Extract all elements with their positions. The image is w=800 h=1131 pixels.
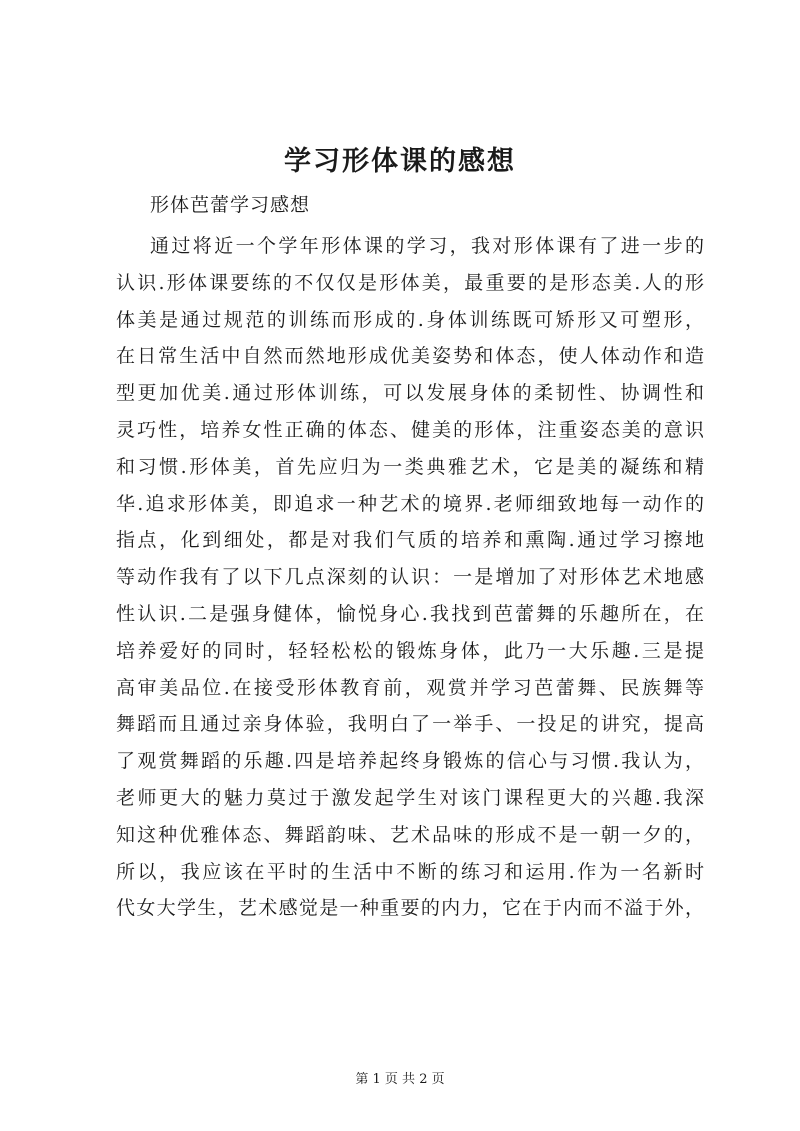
text-line: 舞蹈而且通过亲身体验，我明白了一举手、一投足的讲究，提高: [116, 713, 704, 736]
text-line: 培养爱好的同时，轻轻松松的锻炼身体，此乃一大乐趣.三是提: [116, 639, 704, 662]
text-line: 等动作我有了以下几点深刻的认识：一是增加了对形体艺术地感: [116, 566, 704, 589]
text-line: 华.追求形体美，即追求一种艺术的境界.老师细致地每一动作的: [116, 492, 704, 515]
text-line: 老师更大的魅力莫过于激发起学生对该门课程更大的兴趣.我深: [116, 786, 704, 809]
text-line: 灵巧性，培养女性正确的体态、健美的形体，注重姿态美的意识: [116, 418, 704, 441]
text-line: 所以，我应该在平时的生活中不断的练习和运用.作为一名新时: [116, 860, 704, 883]
text-line: 性认识.二是强身健体，愉悦身心.我找到芭蕾舞的乐趣所在，在: [116, 602, 704, 625]
text-line: 认识.形体课要练的不仅仅是形体美，最重要的是形态美.人的形: [116, 271, 704, 294]
text-line: 了观赏舞蹈的乐趣.四是培养起终身锻炼的信心与习惯.我认为，: [116, 750, 704, 773]
subtitle: 形体芭蕾学习感想: [150, 194, 311, 216]
text-line: 在日常生活中自然而然地形成优美姿势和体态，使人体动作和造: [116, 345, 704, 368]
text-line: 和习惯.形体美，首先应归为一类典雅艺术，它是美的凝练和精: [116, 455, 704, 478]
text-line: 知这种优雅体态、舞蹈韵味、艺术品味的形成不是一朝一夕的，: [116, 823, 704, 846]
text-line: 体美是通过规范的训练而形成的.身体训练既可矫形又可塑形，: [116, 308, 704, 331]
text-line: 代女大学生，艺术感觉是一种重要的内力，它在于内而不溢于外，: [116, 897, 704, 920]
text-line: 指点，化到细处，都是对我们气质的培养和熏陶.通过学习擦地: [116, 529, 704, 552]
text-line: 高审美品位.在接受形体教育前，观赏并学习芭蕾舞、民族舞等: [116, 676, 704, 699]
text-line: 通过将近一个学年形体课的学习，我对形体课有了进一步的: [150, 235, 704, 257]
body-paragraph: [116, 228, 704, 927]
text-line: 型更加优美.通过形体训练，可以发展身体的柔韧性、协调性和: [116, 382, 704, 405]
page-title: 学习形体课的感想: [284, 146, 516, 177]
page-footer: 第 1 页 共 2 页: [355, 1072, 445, 1087]
